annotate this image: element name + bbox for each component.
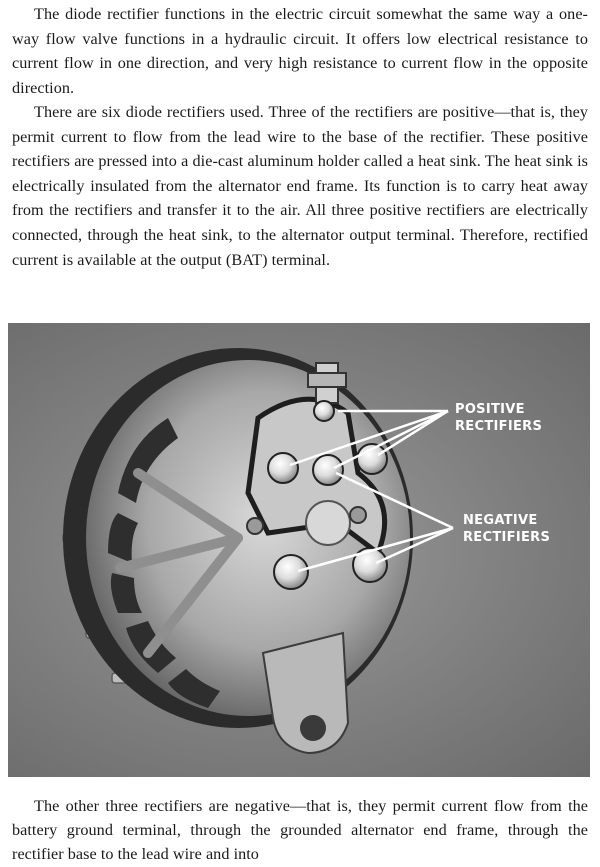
screw bbox=[247, 518, 263, 534]
positive-label-line2: RECTIFIERS bbox=[455, 419, 543, 434]
paragraph-diode-function: The diode rectifier functions in the electric circuit somewhat the same way a one-way flow valve functions in a hydraulic circuit. It offers low electrical resistance to current flow in one direction, and very high resistance to current flow in the opposite direction. bbox=[12, 5, 588, 97]
positive-label-line1: POSITIVE bbox=[455, 402, 525, 417]
screw bbox=[350, 507, 366, 523]
paragraph-negative-rectifiers: The other three rectifiers are negative—that is, they permit current flow from the battery ground terminal, through the grounded alternator end frame, through the rectifier base to the lead wire and into bbox=[12, 797, 588, 864]
paragraph-positive-rectifiers: There are six diode rectifiers used. Three of the rectifiers are positive—that is, they permit current to flow from the lead wire to the base of the rectifier. These positive rectifiers are pressed into a die-cast aluminum holder called a heat sink. The heat sink is electrically insulated from the alternator end frame. Its function is to carry heat away from the rectifiers and transfer it to the air. All three positive rectifiers are electrically connected, through the heat sink, to the alternator output terminal. Therefore, rectified current is available at the output (BAT) terminal. bbox=[12, 103, 588, 269]
bearing-boss bbox=[306, 501, 350, 545]
mounting-hole bbox=[300, 715, 326, 741]
negative-label-line2: RECTIFIERS bbox=[463, 530, 551, 545]
negative-label-line1: NEGATIVE bbox=[463, 513, 538, 528]
alternator-photo bbox=[8, 323, 590, 777]
